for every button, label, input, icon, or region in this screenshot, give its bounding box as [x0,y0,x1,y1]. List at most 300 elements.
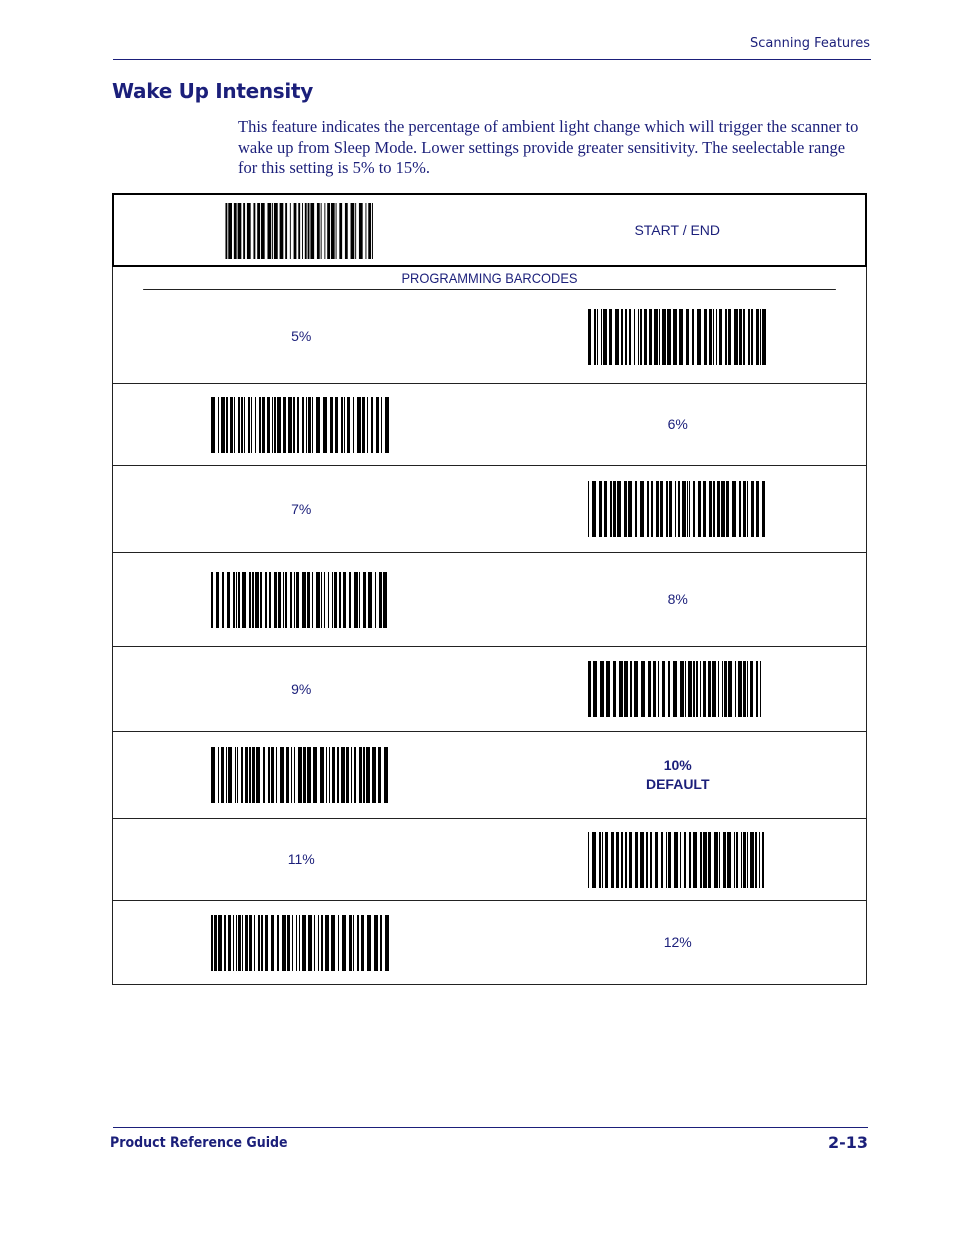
barcode-bar [734,832,735,888]
barcode-bar [328,572,329,628]
barcode-bar [708,832,711,888]
barcode-bar [302,915,306,971]
page-number: 2-13 [827,1133,868,1152]
barcode-bar [233,572,235,628]
barcode-bar [689,832,691,888]
barcode-bar [274,397,276,453]
barcode-bar [244,397,245,453]
barcode-bar [267,203,271,259]
option-label: 6% [667,416,688,432]
barcode-bar [719,309,722,365]
barcode-bar [320,203,321,259]
barcode-bar [588,481,589,537]
barcode-bar [241,397,243,453]
barcode-bar [324,203,325,259]
barcode-bar [640,832,644,888]
barcode-bar [249,572,251,628]
option-barcode[interactable] [211,397,391,453]
barcode-bar [739,309,742,365]
barcode-bar [747,481,748,537]
option-barcode[interactable] [211,915,391,971]
programming-barcodes-caption: PROGRAMMING BARCODES [143,267,836,290]
barcode-bar [692,309,694,365]
option-row-8 [113,553,866,647]
barcode-bar [299,915,300,971]
barcode-bar [646,832,648,888]
barcode-bar [592,832,596,888]
barcode-bar [372,747,376,803]
barcode-bar [662,309,666,365]
barcode-bar [634,661,638,717]
barcode-bar [271,747,274,803]
barcode-bar [221,747,224,803]
barcode-bar [367,915,371,971]
barcode-bar [249,747,251,803]
barcode-bar [716,309,717,365]
barcode-bar [660,481,663,537]
barcode-bar [243,203,245,259]
barcode-bar [372,203,373,259]
barcode-bar [365,203,366,259]
start-end-barcode [220,203,384,259]
barcode-bar [362,397,365,453]
header-section-label: Scanning Features [750,36,870,51]
barcode-bar [251,397,252,453]
barcode-bar [704,309,707,365]
barcode-bar [265,572,267,628]
barcode-bar [759,832,760,888]
barcode-bar [252,747,255,803]
barcode-bar [222,572,224,628]
barcode-bar [238,915,241,971]
barcode-bar [226,397,228,453]
barcode-bar [238,572,240,628]
barcode-bar [305,203,307,259]
barcode-bar [635,832,638,888]
barcode-bar [605,832,608,888]
barcode-bar [283,572,284,628]
barcode-bar [700,661,701,717]
barcode-bar [247,203,251,259]
barcode-bar [621,832,623,888]
barcode-bar [335,203,336,259]
barcode-bar [216,572,219,628]
barcode-bar [316,397,320,453]
barcode-bar [279,203,283,259]
barcode-bar [719,832,720,888]
barcode-bar [349,915,352,971]
barcode-bar [619,661,623,717]
barcode-bar [624,661,628,717]
barcode-bar [613,661,616,717]
barcode-bar [341,397,343,453]
barcode-bar [603,309,607,365]
barcode-bar [703,832,707,888]
barcode-bar [346,747,349,803]
barcode-bar [245,915,248,971]
barcode-bar [609,309,612,365]
barcode-bar [280,747,284,803]
barcode-bar [755,832,757,888]
barcode-bar [258,915,260,971]
barcode-bar [682,481,686,537]
barcode-bar [659,309,660,365]
barcode-bar [259,397,261,453]
barcode-bar [728,309,731,365]
barcode-bar [674,832,678,888]
barcode-bar [214,915,217,971]
barcode-bar [337,747,339,803]
barcode-bar [230,397,233,453]
barcode-bar [743,832,746,888]
barcode-bar [599,832,601,888]
barcode-bar [253,203,255,259]
barcode-bar [743,481,746,537]
barcode-bar [354,572,358,628]
barcode-bar [734,309,738,365]
barcode-bar [236,915,237,971]
barcode-bar [611,832,614,888]
barcode-bar [685,661,686,717]
barcode-bar [321,915,323,971]
barcode-bar [368,572,372,628]
barcode-bar [634,309,635,365]
barcode-bar [353,915,354,971]
barcode-bar [713,309,714,365]
barcode-bar [728,661,732,717]
barcode-bar [760,309,761,365]
barcode-bar [260,572,262,628]
barcode-bar [635,481,637,537]
option-label: 12% [663,934,692,950]
barcode-bar [747,661,748,717]
barcode-bar [335,397,338,453]
barcode-bar [234,397,235,453]
barcode-bar [353,397,354,453]
barcode-bar [736,832,738,888]
barcode-bar [290,203,291,259]
barcode-bar [265,915,268,971]
barcode-table [112,193,867,985]
barcode-bar [288,397,292,453]
barcode-bar [307,203,309,259]
barcode-bar [248,397,250,453]
barcode-bar [735,661,736,717]
barcode-bar [339,572,341,628]
barcode-bar [378,747,381,803]
barcode-bar [687,481,688,537]
barcode-bar [292,915,293,971]
barcode-bar [211,747,215,803]
barcode-bar [641,661,645,717]
option-barcode[interactable] [588,309,768,365]
barcode-bar [381,397,382,453]
barcode-bar [285,572,287,628]
barcode-bar [267,397,270,453]
barcode-bar [597,309,598,365]
barcode-bar [367,397,368,453]
barcode-bar [245,747,248,803]
barcode-bar [732,481,736,537]
barcode-bar [294,572,295,628]
barcode-bar [256,747,260,803]
barcode-bar [237,203,241,259]
barcode-bar [703,481,706,537]
barcode-bar [383,572,387,628]
barcode-bar [225,203,227,259]
barcode-bar [649,309,652,365]
barcode-bar [376,397,379,453]
barcode-bar [656,481,659,537]
option-barcode[interactable] [588,481,768,537]
barcode-bar [274,572,277,628]
barcode-bar [588,309,591,365]
barcode-bar [688,661,692,717]
option-row-12 [113,901,866,984]
barcode-bar [359,203,363,259]
barcode-bar [278,572,281,628]
start-end-barcode-cell [114,203,490,263]
barcode-bar [760,661,761,717]
barcode-bar [302,397,304,453]
barcode-bar [666,832,667,888]
barcode-bar [624,481,627,537]
barcode-bar [326,747,327,803]
barcode-bar [227,572,230,628]
barcode-bar [310,203,314,259]
barcode-bar [371,397,373,453]
option-barcode[interactable] [588,661,768,717]
option-barcode[interactable] [211,747,391,803]
barcode-bar [221,397,225,453]
barcode-bar [307,572,310,628]
barcode-bar [662,661,665,717]
barcode-bar [748,309,750,365]
barcode-bar [625,832,627,888]
barcode-bar [708,661,711,717]
barcode-bar [647,481,649,537]
footer-rule [113,1127,868,1128]
barcode-bar [747,832,748,888]
option-label: 7% [291,500,312,517]
barcode-bar [351,747,352,803]
barcode-bar [724,661,727,717]
barcode-bar [602,832,603,888]
option-row-5 [113,290,866,384]
option-row-6 [113,384,866,466]
option-label: 5% [291,328,312,344]
barcode-bar [384,747,388,803]
barcode-bar [224,915,226,971]
barcode-bar [350,203,354,259]
barcode-bar [344,397,345,453]
barcode-bar [606,661,610,717]
barcode-bar [630,661,632,717]
barcode-bar [325,915,329,971]
barcode-bar [689,481,690,537]
barcode-bar [655,832,658,888]
barcode-bar [298,747,302,803]
barcode-bar [226,747,227,803]
barcode-bar [339,203,342,259]
barcode-bar [616,832,619,888]
barcode-bar [349,572,351,628]
barcode-bar [268,747,270,803]
barcode-bar [228,747,232,803]
barcode-bar [342,915,346,971]
barcode-bar [218,915,222,971]
barcode-bar [693,832,697,888]
barcode-bar [621,309,623,365]
barcode-bar [644,309,647,365]
barcode-bar [263,747,265,803]
barcode-bar [703,661,706,717]
barcode-bar [718,661,719,717]
barcode-bar [361,915,364,971]
barcode-bar [306,397,307,453]
barcode-bar [721,481,725,537]
barcode-bar [669,481,672,537]
barcode-bar [738,661,742,717]
barcode-bar [334,572,337,628]
barcode-bar [277,915,279,971]
barcode-bar [385,915,389,971]
barcode-bar [211,397,215,453]
option-label: 9% [291,680,312,697]
barcode-bar [613,481,616,537]
barcode-bar [658,661,659,717]
barcode-bar [357,915,359,971]
barcode-bar [750,661,753,717]
barcode-bar [252,572,254,628]
barcode-bar [588,661,591,717]
barcode-bar [329,747,330,803]
barcode-bar [709,309,712,365]
barcode-bar [296,572,299,628]
barcode-bar [693,661,695,717]
barcode-bar [667,309,671,365]
barcode-bar [327,203,330,259]
barcode-bar [678,481,680,537]
barcode-bar [297,397,299,453]
barcode-bar [249,915,252,971]
barcode-bar [675,481,676,537]
barcode-bar [287,915,290,971]
barcode-bar [756,661,758,717]
start-end-label: START / END [634,221,721,238]
barcode-bar [293,397,295,453]
barcode-bar [684,832,686,888]
start-end-label-cell [490,195,866,265]
barcode-bar [600,661,604,717]
barcode-bar [234,203,237,259]
barcode-bar [269,572,271,628]
barcode-bar [238,397,240,453]
barcode-bar [762,309,766,365]
header-rule [113,59,871,60]
barcode-bar [241,747,243,803]
barcode-bar [228,203,232,259]
barcode-bar [638,309,639,365]
barcode-bar [756,481,759,537]
barcode-bar [332,572,333,628]
barcode-bar [698,481,701,537]
barcode-bar [254,915,255,971]
barcode-bar [617,481,621,537]
barcode-bar [285,203,287,259]
barcode-bar [717,481,720,537]
barcode-bar [363,747,365,803]
option-label: 10% [663,757,692,773]
barcode-bar [218,747,219,803]
barcode-bar [357,397,361,453]
barcode-bar [686,309,689,365]
barcode-bar [592,481,596,537]
barcode-bar [697,309,701,365]
option-row-7 [113,466,866,553]
barcode-bar [648,661,651,717]
barcode-bar [255,397,256,453]
barcode-bar [307,747,311,803]
barcode-bar [316,572,320,628]
barcode-bar [679,309,683,365]
barcode-bar [693,481,695,537]
barcode-bar [262,397,265,453]
barcode-bar [712,661,716,717]
barcode-bar [651,481,653,537]
barcode-bar [261,915,263,971]
barcode-bar [594,309,596,365]
barcode-bar [314,915,315,971]
barcode-bar [242,572,246,628]
barcode-bar [762,832,764,888]
barcode-bar [680,832,681,888]
barcode-bar [291,747,292,803]
barcode-bar [290,572,292,628]
barcode-bar [330,397,333,453]
barcode-bar [242,915,243,971]
barcode-bar [628,481,632,537]
barcode-bar [650,832,652,888]
barcode-bar [274,203,278,259]
option-barcode[interactable] [588,832,768,888]
barcode-bar [741,832,742,888]
barcode-bar [261,203,265,259]
barcode-bar [211,915,213,971]
barcode-bar [653,661,656,717]
option-barcode[interactable] [211,572,391,628]
barcode-bar [661,832,663,888]
barcode-bar [375,572,376,628]
barcode-bar [308,397,311,453]
barcode-bar [211,572,213,628]
barcode-bar [709,481,712,537]
barcode-bar [725,309,727,365]
barcode-bar [272,203,273,259]
start-end-box [112,193,867,267]
barcode-bar [236,572,237,628]
option-label: 11% [287,851,315,867]
barcode-bar [235,747,236,803]
barcode-bar [722,661,723,717]
barcode-bar [293,203,296,259]
barcode-bar [321,572,322,628]
barcode-bar [739,481,741,537]
barcode-bar [332,747,335,803]
barcode-bar [700,832,702,888]
barcode-bar [610,481,612,537]
barcode-bar [629,309,631,365]
